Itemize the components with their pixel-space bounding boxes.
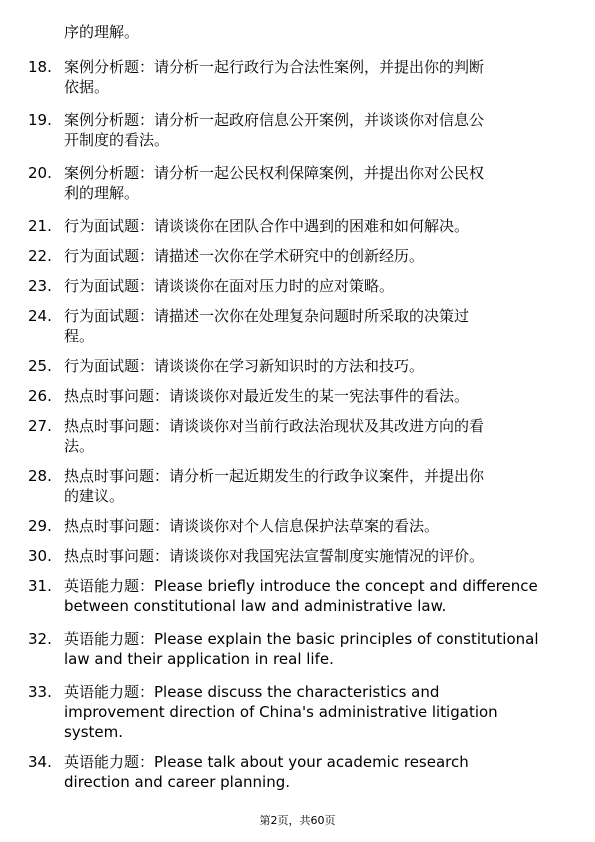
question-number: 23. xyxy=(28,277,52,295)
continuation-text: 序的理解。 xyxy=(64,23,140,41)
question-text xyxy=(64,576,564,616)
question-number: 20. xyxy=(28,164,52,182)
question-number: 25. xyxy=(28,357,52,375)
question-text-line: 热点时事问题：请谈谈你对当前行政法治现状及其改进方向的看 xyxy=(64,417,485,435)
question-text-line: 行为面试题：请谈谈你在面对压力时的应对策略。 xyxy=(64,277,395,295)
question-number: 31. xyxy=(28,577,52,595)
page-footer: 第2页，共60页 xyxy=(259,814,336,827)
question-text-line: system. xyxy=(64,723,123,741)
question-number: 27. xyxy=(28,417,52,435)
question-text-line: 利的理解。 xyxy=(64,184,140,202)
question-text-line: 的建议。 xyxy=(64,487,125,505)
question-number: 24. xyxy=(28,307,52,325)
question-text xyxy=(64,306,564,346)
question-text-line: improvement direction of China's administrative litigation xyxy=(64,703,498,721)
question-text-line: 程。 xyxy=(64,327,95,345)
question-number: 28. xyxy=(28,467,52,485)
question-text xyxy=(64,386,564,406)
question-text xyxy=(64,752,564,792)
question-number: 21. xyxy=(28,217,52,235)
question-text-line: 行为面试题：请谈谈你在团队合作中遇到的困难和如何解决。 xyxy=(64,217,470,235)
question-text-line: direction and career planning. xyxy=(64,773,291,791)
question-text-line: 英语能力题：Please discuss the characteristics and xyxy=(64,683,440,701)
question-text xyxy=(64,163,564,203)
question-text-line: between constitutional law and administrative law. xyxy=(64,597,447,615)
question-number: 22. xyxy=(28,247,52,265)
question-text xyxy=(64,246,564,266)
question-number: 33. xyxy=(28,683,52,701)
question-number: 29. xyxy=(28,517,52,535)
question-text-line: 行为面试题：请谈谈你在学习新知识时的方法和技巧。 xyxy=(64,357,425,375)
question-text xyxy=(64,516,564,536)
question-text xyxy=(64,629,564,669)
question-text xyxy=(64,356,564,376)
question-text xyxy=(64,216,564,236)
question-text-line: 热点时事问题：请分析一起近期发生的行政争议案件，并提出你 xyxy=(64,467,485,485)
question-text xyxy=(64,416,564,456)
question-text xyxy=(64,682,564,742)
question-text-line: 案例分析题：请分析一起政府信息公开案例，并谈谈你对信息公 xyxy=(64,111,485,129)
question-text-line: 热点时事问题：请谈谈你对个人信息保护法草案的看法。 xyxy=(64,517,440,535)
question-text-line: law and their application in real life. xyxy=(64,650,334,668)
question-text-line: 案例分析题：请分析一起公民权利保障案例，并提出你对公民权 xyxy=(64,164,485,182)
question-number: 32. xyxy=(28,630,52,648)
question-text-line: 行为面试题：请描述一次你在处理复杂问题时所采取的决策过 xyxy=(64,307,470,325)
question-text-line: 行为面试题：请描述一次你在学术研究中的创新经历。 xyxy=(64,247,425,265)
question-text-line: 热点时事问题：请谈谈你对我国宪法宣誓制度实施情况的评价。 xyxy=(64,547,485,565)
question-text xyxy=(64,546,564,566)
question-text xyxy=(64,466,564,506)
question-text-line: 开制度的看法。 xyxy=(64,131,170,149)
question-text-line: 英语能力题：Please briefly introduce the concept and difference xyxy=(64,577,538,595)
question-text xyxy=(64,57,564,97)
question-text-line: 法。 xyxy=(64,437,95,455)
question-text xyxy=(64,110,564,150)
question-text xyxy=(64,276,564,296)
question-number: 26. xyxy=(28,387,52,405)
question-text-line: 依据。 xyxy=(64,78,110,96)
question-number: 30. xyxy=(28,547,52,565)
question-number: 18. xyxy=(28,58,52,76)
question-text-line: 英语能力题：Please talk about your academic research xyxy=(64,753,469,771)
question-text-line: 英语能力题：Please explain the basic principles of constitutional xyxy=(64,630,539,648)
question-number: 34. xyxy=(28,753,52,771)
question-text-line: 案例分析题：请分析一起行政行为合法性案例，并提出你的判断 xyxy=(64,58,485,76)
question-text-line: 热点时事问题：请谈谈你对最近发生的某一宪法事件的看法。 xyxy=(64,387,470,405)
question-number: 19. xyxy=(28,111,52,129)
